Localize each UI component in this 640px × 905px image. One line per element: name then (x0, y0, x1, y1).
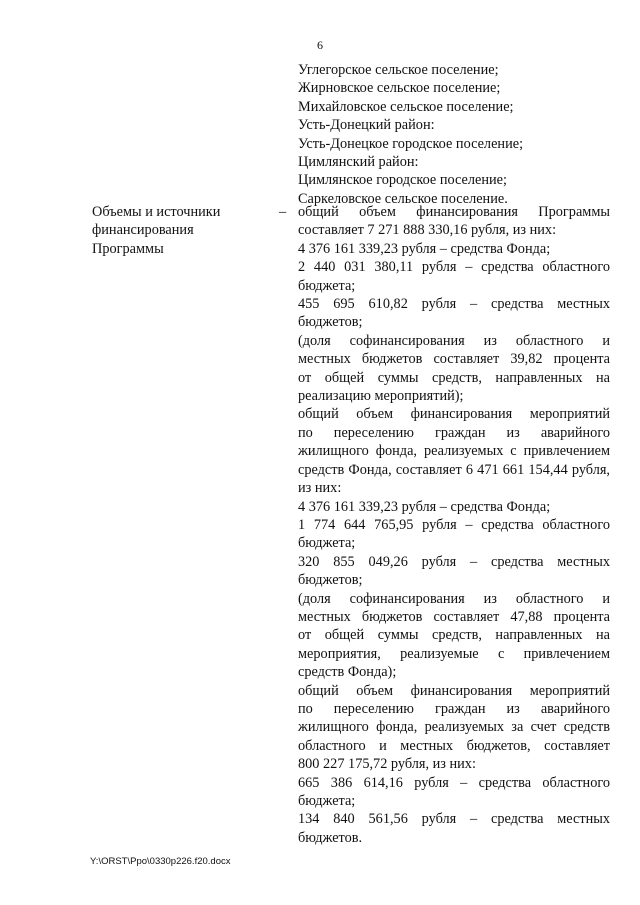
file-path-footer: Y:\ORST\Ppo\0330p226.f20.docx (90, 856, 231, 867)
financing-line: реализацию мероприятий); (298, 388, 464, 405)
financing-line: 4 376 161 339,23 рубля – средства Фонда; (298, 240, 551, 257)
financing-line: (доля софинансирования из областного и (298, 332, 610, 349)
settlement-line: Усть-Донецкое городское поселение; (298, 135, 524, 152)
section-label (92, 203, 272, 258)
financing-line: местных бюджетов составляет 39,82 процента (298, 351, 610, 368)
financing-text (298, 203, 610, 847)
financing-line: от общей суммы средств, направленных на (298, 369, 610, 386)
financing-line: общий объем финансирования мероприятий (298, 682, 610, 699)
settlement-line: Цимлянский район: (298, 154, 419, 171)
financing-line: общий объем финансирования мероприятий (298, 406, 610, 423)
financing-line: по переселению граждан из аварийного (298, 700, 610, 717)
financing-line: жилищного фонда, реализуемых с привлечением (298, 443, 610, 460)
financing-line: жилищного фонда, реализуемых за счет средств (298, 719, 610, 736)
financing-line: 455 695 610,82 рубля – средства местных (298, 296, 610, 313)
financing-line: составляет 7 271 888 330,16 рубля, из них: (298, 222, 557, 239)
financing-line: местных бюджетов составляет 47,88 процента (298, 608, 610, 625)
financing-line: бюджетов; (298, 572, 363, 589)
financing-line: областного и местных бюджетов, составляет (298, 737, 610, 754)
financing-line: 134 840 561,56 рубля – средства местных (298, 811, 610, 828)
financing-line: 800 227 175,72 рубля, из них: (298, 756, 476, 773)
settlement-line: Михайловское сельское поселение; (298, 98, 514, 115)
settlement-line: Жирновское сельское поселение; (298, 80, 501, 97)
section-label-line: финансирования (92, 222, 194, 239)
section-dash: – (279, 204, 287, 220)
section-label-line: Программы (92, 240, 164, 257)
financing-line: средств Фонда); (298, 664, 397, 681)
financing-line: (доля софинансирования из областного и (298, 590, 610, 607)
financing-line: из них: (298, 480, 342, 497)
financing-line: бюджетов; (298, 314, 363, 331)
financing-line: бюджета; (298, 277, 356, 294)
financing-line: 4 376 161 339,23 рубля – средства Фонда; (298, 498, 551, 515)
financing-line: бюджетов. (298, 829, 363, 846)
financing-line: 1 774 644 765,95 рубля – средства областного (298, 516, 610, 533)
financing-line: от общей суммы средств, направленных на (298, 627, 610, 644)
financing-line: 2 440 031 380,11 рубля – средства областного (298, 259, 610, 276)
settlement-line: Цимлянское городское поселение; (298, 172, 507, 189)
financing-line: общий объем финансирования Программы (298, 204, 610, 220)
financing-line: мероприятия, реализуемые с привлечением (298, 645, 610, 662)
financing-line: бюджета; (298, 535, 356, 552)
page-number: 6 (317, 38, 323, 52)
financing-line: по переселению граждан из аварийного (298, 424, 610, 441)
settlements-list (298, 61, 610, 208)
financing-line: средств Фонда, составляет 6 471 661 154,44 рубля, (298, 461, 610, 478)
settlement-line: Саркеловское сельское поселение. (298, 190, 508, 207)
financing-line: бюджета; (298, 793, 356, 809)
financing-line: 320 855 049,26 рубля – средства местных (298, 553, 610, 570)
settlement-line: Усть-Донецкий район: (298, 117, 435, 134)
settlement-line: Углегорское сельское поселение; (298, 62, 499, 78)
financing-line: 665 386 614,16 рубля – средства областного (298, 774, 610, 791)
section-label-line: Объемы и источники (92, 204, 221, 220)
